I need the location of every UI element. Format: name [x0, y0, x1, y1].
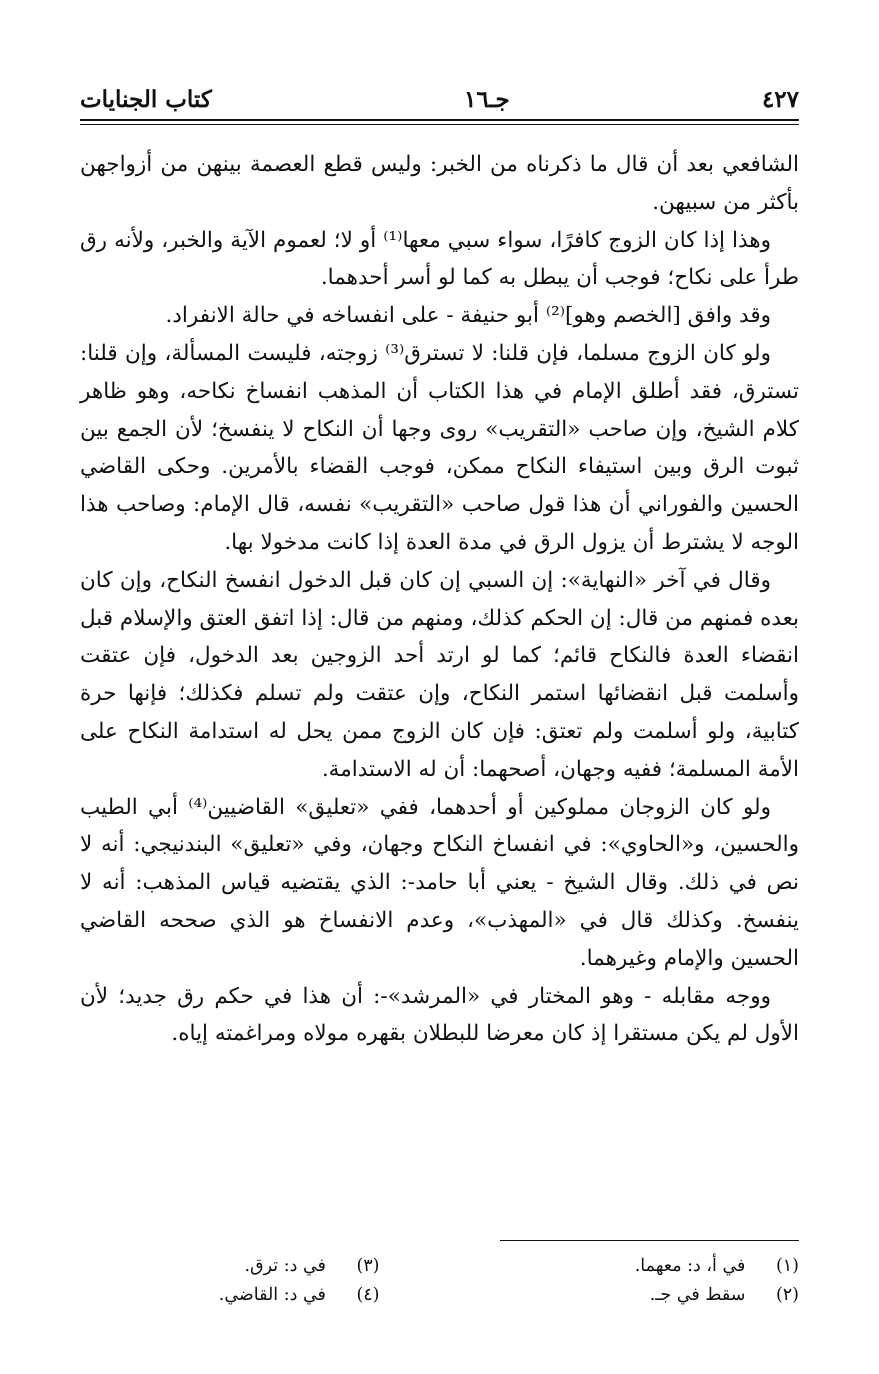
book-title: كتاب الجنايات: [80, 85, 212, 113]
footnote-text: في د: ترق.: [244, 1256, 326, 1276]
footnote-number: (٣): [356, 1256, 380, 1276]
header-rule-thin: [80, 124, 799, 125]
footnote-text: في أ، د: معهما.: [634, 1256, 746, 1276]
footnote-column-right: [500, 1252, 800, 1310]
page-header: [80, 82, 799, 116]
page-body: [80, 146, 799, 1053]
body-paragraph: وهذا إذا كان الزوج كافرًا، سواء سبي معها⁽¹⁾ أو لا؛ لعموم الآية والخبر، ولأنه رق طرأ على نكاح؛ فوجب أن يبطل به كما لو أسر أحدهما.: [80, 227, 799, 291]
footnote-number: (١): [775, 1256, 799, 1276]
footnote: [80, 1281, 380, 1310]
footnote-column-left: [80, 1252, 380, 1310]
header-rule-thick: [80, 119, 799, 121]
footnote: [500, 1252, 800, 1281]
body-paragraph: ولو كان الزوجان مملوكين أو أحدهما، ففي «تعليق» القاضيين⁽⁴⁾ أبي الطيب والحسين، و«الحاوي»: في انفساخ النكاح وجهان، وفي «تعليق» البندنيجي: أنه لا نص في ذلك. وقال الشيخ - يعني أبا حامد-: الذي يقتضيه قياس المذهب: أنه لا ينفسخ. وكذلك قال في «المهذب»، وعدم الانفساخ هو الذي صححه القاضي الحسين والإمام وغيرهما.: [80, 794, 799, 971]
footnote-text: سقط في جـ.: [649, 1285, 746, 1305]
footnote-separator: [500, 1240, 799, 1241]
body-paragraph: ووجه مقابله - وهو المختار في «المرشد»-: أن هذا في حكم رق جديد؛ لأن الأول لم يكن مستقرا إذ كان معرضا للبطلان بقهره مولاه ومراغمته إياه.: [80, 983, 799, 1047]
footnote: [80, 1252, 380, 1281]
body-paragraph: الشافعي بعد أن قال ما ذكرناه من الخبر: وليس قطع العصمة بينهن من أزواجهن بأكثر من سبيهن.: [80, 152, 799, 215]
footnote-number: (٤): [356, 1285, 380, 1305]
body-paragraph: وقد وافق [الخصم وهو]⁽²⁾ أبو حنيفة - على انفساخه في حالة الانفراد.: [165, 303, 771, 329]
footnotes: [80, 1252, 799, 1310]
footnote: [500, 1281, 800, 1310]
page-number: ٤٢٧: [761, 85, 799, 113]
body-paragraph: ولو كان الزوج مسلما، فإن قلنا: لا تسترق⁽³⁾ زوجته، فليست المسألة، وإن قلنا: تسترق، فقد أطلق الإمام في هذا الكتاب أن المذهب انفساخ نكاحه، وهو ظاهر كلام الشيخ، وإن صاحب «التقريب» روى وجها أن النكاح لا ينفسخ؛ لأن الجمع بين ثبوت الرق وبين استيفاء النكاح ممكن، فوجب القضاء بالأمرين. وحكى القاضي الحسين والفوراني أن هذا قول صاحب «التقريب» نفسه، قال الإمام: وصاحب هذا الوجه لا يشترط أن يزول الرق في مدة العدة إذا كانت مدخولا بها.: [80, 340, 799, 555]
footnote-number: (٢): [775, 1285, 799, 1305]
volume-label: جـ١٦: [464, 85, 510, 113]
body-paragraph: وقال في آخر «النهاية»: إن السبي إن كان قبل الدخول انفسخ النكاح، وإن كان بعده فمنهم من قال: إن الحكم كذلك، ومنهم من قال: إذا اتفق العتق والإسلام قبل انقضاء العدة فالنكاح قائم؛ كما لو ارتد أحد الزوجين بعد الدخول، فإن عتقت وأسلمت قبل انقضائها استمر النكاح، وإن عتقت ولم تسلم فكذلك؛ فإنها حرة كتابية، ولو أسلمت ولم تعتق: فإن كان الزوج ممن يحل له استدامة النكاح على الأمة المسلمة؛ ففيه وجهان، أصحهما: أن له الاستدامة.: [80, 567, 799, 782]
footnote-text: في د: القاضي.: [218, 1285, 326, 1305]
